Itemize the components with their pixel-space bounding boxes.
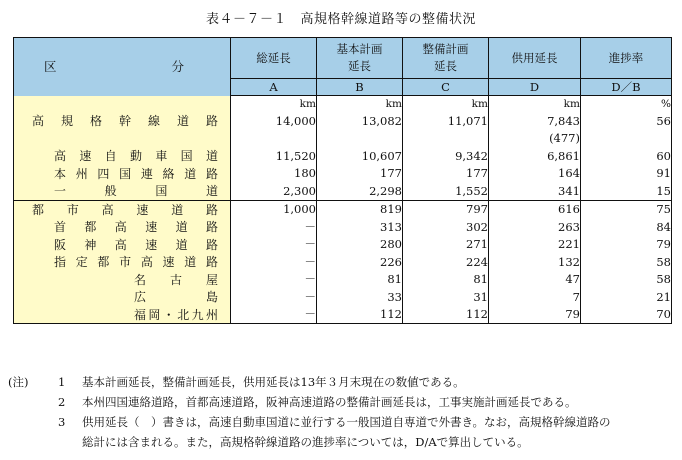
table-cell: 2,298 [317,182,403,200]
table-row [14,306,672,324]
header-row [14,38,672,79]
table-cell: 13,082 [317,112,403,130]
table-cell: 263 [489,218,581,236]
table-cell: 221 [489,236,581,254]
row-label: 一般国道 [14,182,231,200]
notes-prefix: (注) [8,375,29,389]
table-cell: 58 [581,271,672,289]
table-cell: 79 [581,236,672,254]
table-cell: 15 [581,182,672,200]
table-cell: 81 [317,271,403,289]
table-cell: 47 [489,271,581,289]
table-cell: － [231,306,317,324]
table-cell: 177 [403,165,489,183]
table-cell: 112 [403,306,489,324]
col-code: D／B [581,79,672,96]
table-row [14,165,672,183]
table-cell: 226 [317,253,403,271]
row-label: 首都高速道路 [14,218,231,236]
table-row [14,130,672,148]
row-label: 阪神高速道路 [14,236,231,254]
table-row [14,182,672,200]
note-item: (注) 1 基本計画延長，整備計画延長，供用延長は13年３月末現在の数値である。 [8,372,676,392]
table-cell: 70 [581,306,672,324]
col-code: C [403,79,489,96]
table-cell: 112 [317,306,403,324]
table-cell: 31 [403,288,489,306]
table-cell: (477) [489,130,581,148]
col-header-in-service: 供用延長 [489,38,581,79]
table-cell [581,130,672,148]
col-header-total: 総延長 [231,38,317,79]
table-cell: － [231,236,317,254]
table-cell: 60 [581,147,672,165]
table-cell: 11,520 [231,147,317,165]
table-cell: 271 [403,236,489,254]
table-body [14,96,672,324]
table-cell: 81 [403,271,489,289]
table-cell: 1,552 [403,182,489,200]
table-row [14,236,672,254]
table-cell [403,130,489,148]
table-cell: － [231,218,317,236]
table-cell: － [231,288,317,306]
row-label: 名古屋 [14,271,231,289]
table-cell: 84 [581,218,672,236]
category-header [14,38,231,96]
table-cell: 819 [317,200,403,218]
table-cell: 9,342 [403,147,489,165]
row-label: 指定都市高速道路 [14,253,231,271]
col-code: B [317,79,403,96]
row-label: 都市高速道路 [14,200,231,218]
table-row [14,253,672,271]
row-label: 本州四国連絡道路 [14,165,231,183]
table-cell: 33 [317,288,403,306]
table-cell: 280 [317,236,403,254]
note-item: 2 本州四国連絡道路，首都高速道路，阪神高速道路の整備計画延長は，工事実施計画延長である。 [58,395,577,409]
table-cell: 2,300 [231,182,317,200]
table-cell: 132 [489,253,581,271]
col-header-maintenance-plan: 整備計画 延長 [403,38,489,79]
table-row [14,218,672,236]
page-title: 表４－７－１ 高規格幹線道路等の整備状況 [205,12,476,27]
table-cell: 313 [317,218,403,236]
col-code: A [231,79,317,96]
row-label: 高速自動車国道 [14,147,231,165]
road-status-table [13,37,672,324]
table-cell [317,130,403,148]
unit-cell: km [489,96,581,113]
notes [8,372,676,452]
table-cell: 6,861 [489,147,581,165]
table-cell: 56 [581,112,672,130]
table-cell: － [231,253,317,271]
table-row [14,112,672,130]
note-continuation: 総計には含まれる。また，高規格幹線道路の進捗率については，D/Aで算出している。 [82,435,529,449]
unit-cell: km [403,96,489,113]
table-cell: 302 [403,218,489,236]
table-cell: 21 [581,288,672,306]
table-cell: 224 [403,253,489,271]
table-cell: 797 [403,200,489,218]
table-cell: 11,071 [403,112,489,130]
table-cell: 91 [581,165,672,183]
table-row [14,271,672,289]
row-label: 広島 [14,288,231,306]
category-header-right: 分 [171,59,184,75]
unit-cell: km [317,96,403,113]
table-cell: 75 [581,200,672,218]
table-cell: 58 [581,253,672,271]
row-label: 高規格幹線道路 [14,112,231,130]
table-cell: 341 [489,182,581,200]
category-header-left: 区 [44,59,57,75]
unit-cell: km [231,96,317,113]
table-row [14,288,672,306]
table-cell: 164 [489,165,581,183]
unit-row [14,96,672,113]
table-row [14,147,672,165]
note-item: 3 供用延長（ ）書きは，高速自動車国道に並行する一般国道自専道で外書き。なお，高規格幹線道路の [58,415,611,429]
col-code: D [489,79,581,96]
table-row [14,200,672,218]
table-cell: 180 [231,165,317,183]
table-cell: 14,000 [231,112,317,130]
col-header-basic-plan: 基本計画 延長 [317,38,403,79]
col-header-progress: 進捗率 [581,38,672,79]
table-cell: － [231,271,317,289]
table-cell: 79 [489,306,581,324]
unit-cell: % [581,96,672,113]
table-cell: 1,000 [231,200,317,218]
table-cell: 616 [489,200,581,218]
unit-label-cell [14,96,231,113]
table-cell: 177 [317,165,403,183]
table-cell: 7,843 [489,112,581,130]
row-label [14,130,231,148]
table-cell: 10,607 [317,147,403,165]
table-cell: 7 [489,288,581,306]
row-label: 福岡・北九州 [14,306,231,324]
table-cell [231,130,317,148]
